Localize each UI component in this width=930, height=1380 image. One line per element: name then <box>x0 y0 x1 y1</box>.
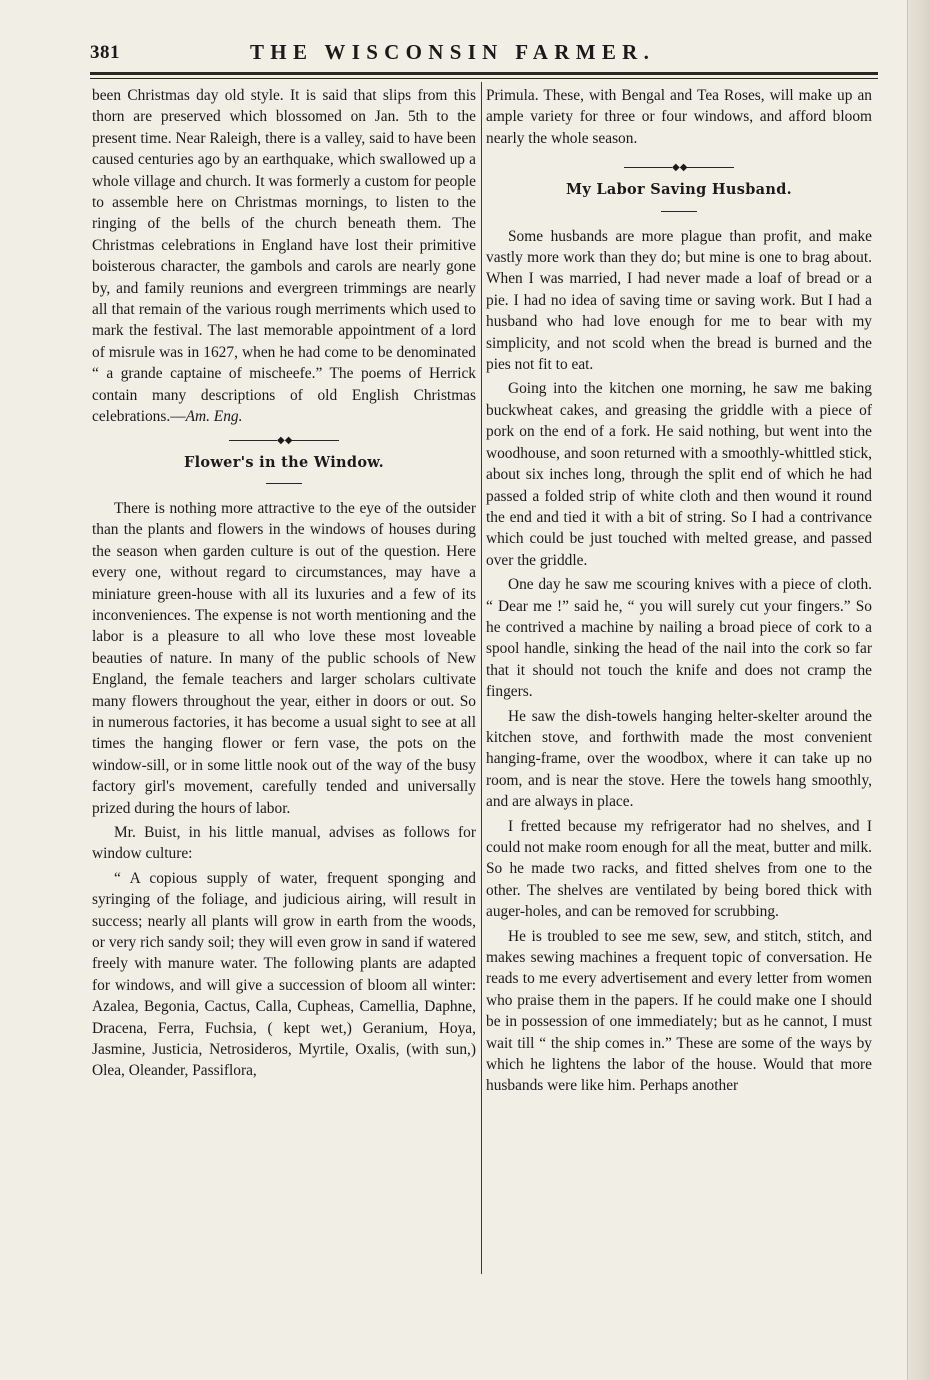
husband-paragraph-3: One day he saw me scouring knives with a piece of cloth. “ Dear me !” said he, “ you will surely cut your fingers.” So he contrived a machine by nailing a broad piece of cork to a spool handle, sinking the head of the nail into the cork so far that it should not touch the knife and does not cramp the fingers. <box>486 576 872 701</box>
husband-paragraph-6: He is troubled to see me sew, sew, and stitch, stitch, and makes sewing machines a frequent topic of conversation. He reads to me every advertisement and every letter from women who praise them in the papers. If he could make one I should be in possession of one immediately; but as he cannot, I must wait till “ the ship comes in.” These are some of the ways by which he lightens the labor of the house. Would that more husbands were like him. Perhaps another <box>486 927 872 1095</box>
article-heading-flowers: Flower's in the Window. <box>184 453 384 471</box>
husband-paragraph-2: Going into the kitchen one morning, he saw me baking buckwheat cakes, and greasing the griddle with a piece of pork on the end of a fork. He said nothing, but went into the woodhouse, and soon returned with a smoothly-whittled stick, about six inches long, through the split end of which he had passed a folded strip of white cloth and then wound it round the end and tied it with a bit of string. So I had a contrivance which could be just touched with melted grease, and passed over the griddle. <box>486 380 872 569</box>
left-column <box>92 85 476 1085</box>
heading-rule <box>661 211 697 212</box>
heading-rule <box>266 483 302 484</box>
journal-title: THE WISCONSIN FARMER. <box>250 40 656 64</box>
header-rule-thin <box>90 78 878 79</box>
husband-paragraph-1: Some husbands are more plague than profit, and make vastly more work than they do; but mine is one to brag about. When I was married, I had never made a loaf of bread or a pie. I had no idea of saving time or saving work. But I had a husband who had love enough for me to bear with my simplicity, and not scold when the bread is burned and the pies not fit to eat. <box>486 227 872 374</box>
section-divider-ornament: ◆◆ <box>229 434 339 448</box>
page-header <box>90 36 878 66</box>
flowers-paragraph-1: There is nothing more attractive to the eye of the outsider than the plants and flowers in the windows of houses during the season when garden culture is out of the question. Here every one, without regard to circumstances, may have a miniature green-house with all its luxuries and a few of its inconveniences. The expense is not worth mentioning and the labor is a pleasure to all who love these most loveable beauties of nature. In many of the public schools of New England, the female teachers and larger scholars cultivate many flowers throughout the year, either in doors or out. So in numerous factories, it has become a usual sight to see at all times the hanging flower or fern vase, the pots on the window-sill, or in some little nook out of the way of the busy factory girl's movement, carefully tended and universally prized during the hours of labor. <box>92 499 476 817</box>
right-column <box>486 85 872 1100</box>
christmas-article-paragraph <box>92 85 476 428</box>
article-heading-husband: My Labor Saving Husband. <box>565 181 792 199</box>
husband-paragraph-5: I fretted because my refrigerator had no shelves, and I could not make room enough for all the meat, butter and milk. So he made two racks, and fitted shelves from one to the other. The shelves are ventilated by being bored thick with auger-holes, and can be removed for scrubbing. <box>486 817 872 921</box>
flowers-paragraph-2: Mr. Buist, in his little manual, advises as follows for window culture: <box>92 824 476 863</box>
column-divider <box>481 82 482 1274</box>
attribution: Am. Eng. <box>185 408 243 426</box>
section-divider-ornament: ◆◆ <box>624 161 734 175</box>
header-rule-thick <box>90 72 878 75</box>
flowers-paragraph-continued: Primula. These, with Bengal and Tea Roses, will make up an ample variety for three or four windows, and afford bloom nearly the whole season. <box>486 87 872 147</box>
husband-paragraph-4: He saw the dish-towels hanging helter-skelter around the kitchen stove, and forthwith made the most convenient hanging-frame, over the woodbox, where it can take up no room, and is near the stove. Here the towels hang smoothly, and are always in place. <box>486 707 872 811</box>
page-number: 381 <box>90 42 120 63</box>
paragraph-text: been Christmas day old style. It is said that slips from this thorn are preserved which blossomed on Jan. 5th to the present time. Near Raleigh, there is a valley, said to have been caused centuries ago by an earthquake, which swallowed up a whole village and church. It was formerly a custom for people to assemble here on Christmas mornings, to listen to the ringing of the bells of the church beneath them. The Christmas celebrations in England have lost their primitive boisterous character, the gambols and carols are nearly gone by, and family reunions and evergreen trimmings are nearly all that remain of the various rough merriments which used to mark the festival. The last memorable appointment of a lord of misrule was in 1627, when he had come to be denominated “ a grande captaine of mischeefe.” The poems of Herrick contain many descriptions of old English Christmas celebrations.— <box>92 87 476 426</box>
flowers-paragraph-3: “ A copious supply of water, frequent sponging and syringing of the foliage, and judicious airing, will result in success; nearly all plants will grow in earth from the woods, or very rich sandy soil; they will even grow in sand if watered freely with manure water. The following plants are adapted for windows, and will give a succession of bloom all winter: Azalea, Begonia, Cactus, Calla, Cupheas, Camellia, Daphne, Dracena, Ferra, Fuchsia, ( kept wet,) Geranium, Hoya, Jasmine, Justicia, Netrosideros, Myrtile, Oxalis, (with sun,) Olea, Oleander, Passiflora, <box>92 869 476 1080</box>
page-binding-edge <box>907 0 930 1380</box>
